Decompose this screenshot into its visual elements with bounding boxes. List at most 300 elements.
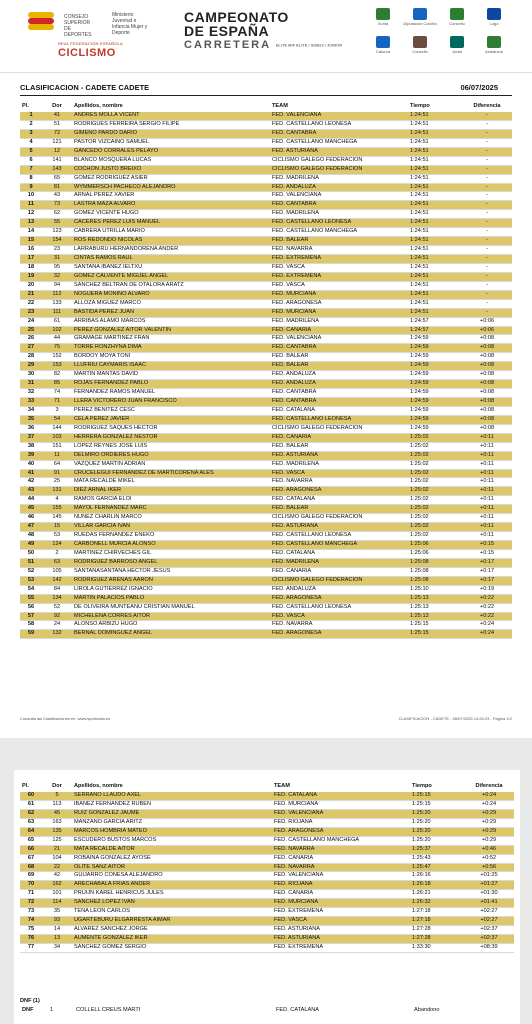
sponsor-logo <box>366 36 400 54</box>
cell-pl: 42 <box>20 478 42 487</box>
cell-diff: - <box>462 290 512 299</box>
cell-pl: 15 <box>20 237 42 246</box>
sponsor-label: Andalucía <box>485 49 503 54</box>
cell-team: FED. NAVARRA <box>272 845 410 854</box>
cell-name: LARRABURU HERNANDORENA ANDER <box>72 246 270 255</box>
cell-time: 1:26:32 <box>410 899 464 908</box>
cell-dor: 55 <box>42 219 72 228</box>
sponsor-label: Xunta <box>377 21 389 26</box>
cell-diff: - <box>462 237 512 246</box>
cell-diff: - <box>462 112 512 120</box>
cell-team: FED. BALEAR <box>270 237 408 246</box>
table-row <box>20 523 512 532</box>
cell-dor: 103 <box>42 433 72 442</box>
cell-dor: 14 <box>42 926 72 935</box>
table-row <box>20 246 512 255</box>
cell-dor: 162 <box>42 881 72 890</box>
cell-dor: 42 <box>42 872 72 881</box>
table-row <box>20 228 512 237</box>
table-row <box>20 594 512 603</box>
cell-pl: 74 <box>20 917 42 926</box>
cell-dor: 75 <box>42 344 72 353</box>
results-page-2 <box>14 770 520 1024</box>
sponsor-logo <box>477 8 511 26</box>
ministry-logo: Ministerio Juventud e Infancia Mujer y Deporte <box>112 12 148 36</box>
federation-name: REAL FEDERACIÓN ESPAÑOLA <box>58 41 123 46</box>
cell-name: MAYOL FERNANDEZ MARC <box>72 505 270 514</box>
cell-time: 1:25:20 <box>410 836 464 845</box>
table-row <box>20 478 512 487</box>
cell-team: FED. CASTELLANO LEONESA <box>270 120 408 129</box>
cell-time: 1:25:43 <box>410 854 464 863</box>
sponsor-label: Concello <box>412 49 428 54</box>
table-row <box>20 576 512 585</box>
cell-team: FED. CASTELLANO LEONESA <box>270 415 408 424</box>
cell-pl: 47 <box>20 523 42 532</box>
classification-title: CLASIFICACION - CADETE CADETE <box>20 83 150 92</box>
cell-diff: +0:08 <box>462 353 512 362</box>
cell-name: ROJAS FERNANDEZ PABLO <box>72 380 270 389</box>
cell-diff: +01:30 <box>464 890 514 899</box>
cell-team: FED. MADRILEÑA <box>270 317 408 326</box>
cell-team: FED. CANARIA <box>270 567 408 576</box>
table-row <box>20 335 512 344</box>
cell-time: 1:24:57 <box>408 317 462 326</box>
cell-team: FED. CANTABRA <box>270 344 408 353</box>
cell-pl: 66 <box>20 845 42 854</box>
cell-pl: 19 <box>20 272 42 281</box>
cell-diff: +0:08 <box>462 335 512 344</box>
cell-dor: 141 <box>42 156 72 165</box>
cell-diff: - <box>462 246 512 255</box>
cell-pl: 73 <box>20 908 42 917</box>
cell-team: FED. VALENCIANA <box>272 872 410 881</box>
cell-dor: 152 <box>42 353 72 362</box>
sponsor-mark-icon <box>413 36 427 48</box>
cell-name: RODRIGUEZ BARROSO ANGEL <box>72 558 270 567</box>
table-header <box>20 100 512 112</box>
cell-name: VAZQUEZ MARTIN ADRIAN <box>72 460 270 469</box>
cell-team: FED. CATALANA <box>270 496 408 505</box>
cell-dor: 24 <box>42 621 72 630</box>
table-row <box>20 442 512 451</box>
col-team: TEAM <box>272 103 288 109</box>
cell-name: OLITE SANZ AITOR <box>72 863 272 872</box>
cell-time: 1:24:51 <box>408 299 462 308</box>
cell-time: 1:24:59 <box>408 398 462 407</box>
cell-diff: - <box>462 281 512 290</box>
cell-name: ALVAREZ SANCHEZ JORGE <box>72 926 272 935</box>
cell-dor: 5 <box>42 792 72 800</box>
cell-diff: +0:15 <box>462 541 512 550</box>
cell-dor: 45 <box>42 809 72 818</box>
cell-name: DE OLIVEIRA MUNTEANU CRISTIAN MANUEL <box>72 603 270 612</box>
cell-name: BORDOY MOYA TONI <box>72 353 270 362</box>
cell-diff: - <box>462 219 512 228</box>
cell-diff: +0:46 <box>464 845 514 854</box>
cell-pl: 54 <box>20 585 42 594</box>
cell-team: FED. CANTABRA <box>270 398 408 407</box>
cell-team: FED. CASTELLANO LEONESA <box>270 219 408 228</box>
cell-team: FED. BALEAR <box>270 353 408 362</box>
table-row <box>20 192 512 201</box>
table-row <box>20 406 512 415</box>
table-row <box>20 505 512 514</box>
col-pl: Pl. <box>22 103 29 109</box>
dnf-dor: 1 <box>50 1007 54 1013</box>
cell-team: FED. ARAGONESA <box>270 299 408 308</box>
cell-team: FED. ASTURIANA <box>270 147 408 156</box>
col-time: Tiempo <box>412 783 432 789</box>
cell-pl: 23 <box>20 308 42 317</box>
cell-pl: 37 <box>20 433 42 442</box>
cell-team: FED. RIOJANA <box>272 818 410 827</box>
cell-pl: 2 <box>20 120 42 129</box>
cell-diff: +0:24 <box>462 630 512 639</box>
cell-team: FED. MURCIANA <box>270 290 408 299</box>
cell-pl: 51 <box>20 558 42 567</box>
table-header <box>20 780 514 792</box>
col-diff: Diferencia <box>473 103 501 109</box>
sponsor-label: Diputación Coruña <box>403 21 437 26</box>
sponsor-mark-icon <box>450 36 464 48</box>
cell-name: MARCOS HOMBRIA MATEO <box>72 827 272 836</box>
cell-team: FED. CANARIA <box>270 326 408 335</box>
cell-pl: 17 <box>20 255 42 264</box>
cell-team: FED. ANDALUZA <box>270 585 408 594</box>
classification-date: 06/07/2025 <box>460 83 498 92</box>
cell-time: 1:25:02 <box>408 532 462 541</box>
cell-pl: 13 <box>20 219 42 228</box>
cell-dor: 62 <box>42 210 72 219</box>
cell-team: FED. ASTURIANA <box>272 926 410 935</box>
cell-time: 1:24:51 <box>408 174 462 183</box>
cell-pl: 31 <box>20 380 42 389</box>
cell-time: 1:25:02 <box>408 487 462 496</box>
cell-diff: +0:11 <box>462 433 512 442</box>
cell-pl: 50 <box>20 549 42 558</box>
cell-name: GRAMAGE MARTINEZ FRAN <box>72 335 270 344</box>
cell-diff: +0:24 <box>462 621 512 630</box>
cell-time: 1:25:08 <box>408 576 462 585</box>
cell-team: FED. CATALANA <box>272 792 410 800</box>
cell-name: ROS REDONDO NICOLAS <box>72 237 270 246</box>
cell-pl: 39 <box>20 451 42 460</box>
cell-time: 1:25:20 <box>410 827 464 836</box>
cell-diff: +0:52 <box>464 854 514 863</box>
cell-team: FED. BALEAR <box>270 505 408 514</box>
table-row <box>20 344 512 353</box>
cell-time: 1:24:51 <box>408 147 462 156</box>
cell-name: LIROLA GUTIERREZ IGNACIO <box>72 585 270 594</box>
table-row <box>20 827 514 836</box>
cell-team: FED. MURCIANA <box>272 899 410 908</box>
cell-name: CARBONELL MURCIA ALONSO <box>72 541 270 550</box>
sponsor-logo <box>403 8 437 26</box>
cell-pl: 8 <box>20 174 42 183</box>
cell-diff: +0:24 <box>464 800 514 809</box>
table-row <box>20 156 512 165</box>
cell-time: 1:24:51 <box>408 228 462 237</box>
cell-pl: 14 <box>20 228 42 237</box>
sponsor-mark-icon <box>376 8 390 20</box>
cell-name: MANZANO GARCIA ARITZ <box>72 818 272 827</box>
cell-pl: 76 <box>20 935 42 944</box>
cell-dor: 101 <box>42 890 72 899</box>
cell-diff: +0:08 <box>462 362 512 371</box>
cell-team: FED. ARAGONESA <box>270 487 408 496</box>
cell-pl: 68 <box>20 863 42 872</box>
cell-team: FED. BALEAR <box>270 442 408 451</box>
cell-pl: 29 <box>20 362 42 371</box>
cell-dor: 13 <box>42 935 72 944</box>
cell-name: MATA RECALDE MIKEL <box>72 478 270 487</box>
cell-time: 1:24:59 <box>408 335 462 344</box>
cell-time: 1:24:59 <box>408 353 462 362</box>
sponsor-label: Caturna <box>375 49 391 54</box>
cell-name: RODRIGUEZ ARENAS AARON <box>72 576 270 585</box>
table-row <box>20 809 514 818</box>
table-row <box>20 147 512 156</box>
cell-pl: 59 <box>20 630 42 639</box>
cell-team: FED. VASCA <box>270 281 408 290</box>
cell-time: 1:24:59 <box>408 380 462 389</box>
cell-dor: 63 <box>42 558 72 567</box>
cell-team: FED. MADRILEÑA <box>270 174 408 183</box>
cell-time: 1:24:51 <box>408 237 462 246</box>
cell-team: CICLISMO GALEGO FEDERACION <box>270 514 408 523</box>
cell-team: FED. ANDALUZA <box>270 183 408 192</box>
cell-pl: 21 <box>20 290 42 299</box>
cell-name: WYMMERSCH PACHECO ALEJANDRO <box>72 183 270 192</box>
cell-pl: 52 <box>20 567 42 576</box>
cell-dor: 111 <box>42 308 72 317</box>
cell-name: DELMIRO ORDIERES HUGO <box>72 451 270 460</box>
cell-diff: +0:19 <box>462 585 512 594</box>
cell-diff: +0:08 <box>462 371 512 380</box>
cell-name: RODRIGUES FERREIRA SERGIO FILIPE <box>72 120 270 129</box>
cell-time: 1:26:16 <box>410 872 464 881</box>
cell-pl: 9 <box>20 183 42 192</box>
table-row <box>20 281 512 290</box>
cell-name: AUMENTE GONZALEZ IKER <box>72 935 272 944</box>
table-row <box>20 112 512 120</box>
cell-dor: 2 <box>42 549 72 558</box>
cell-pl: 34 <box>20 406 42 415</box>
cell-diff: +01:27 <box>464 881 514 890</box>
footer-link[interactable]: Consulta las Clasificaciones en: www.sportradio.es <box>20 716 111 721</box>
sponsor-mark-icon <box>450 8 464 20</box>
cell-dor: 155 <box>42 505 72 514</box>
cell-dor: 114 <box>42 899 72 908</box>
cell-dor: 44 <box>42 335 72 344</box>
cell-pl: 38 <box>20 442 42 451</box>
cell-name: MARTIN MANTAS DAVID <box>72 371 270 380</box>
cell-time: 1:24:51 <box>408 272 462 281</box>
cell-team: FED. CASTELLANO LEONESA <box>270 603 408 612</box>
table-row <box>20 165 512 174</box>
cell-time: 1:26:21 <box>410 890 464 899</box>
cell-name: BERNAL DOMINGUEZ ANGEL <box>72 630 270 639</box>
table-row <box>20 362 512 371</box>
cell-pl: 30 <box>20 371 42 380</box>
cell-name: BLANCO MOSQUERA LUCAS <box>72 156 270 165</box>
cell-diff: - <box>462 228 512 237</box>
cell-dor: 21 <box>42 845 72 854</box>
col-dor: Dor <box>52 103 62 109</box>
cell-pl: 56 <box>20 603 42 612</box>
cell-diff: +0:29 <box>464 827 514 836</box>
cell-dor: 53 <box>42 532 72 541</box>
cell-diff: +02:27 <box>464 917 514 926</box>
sponsor-label: Junta <box>452 49 462 54</box>
sponsor-logo <box>440 36 474 54</box>
cell-diff: +0:11 <box>462 460 512 469</box>
cell-time: 1:25:20 <box>410 818 464 827</box>
cell-dor: 31 <box>42 255 72 264</box>
table-row <box>20 451 512 460</box>
table-row <box>20 263 512 272</box>
table-row <box>20 845 514 854</box>
cell-time: 1:27:18 <box>410 908 464 917</box>
cell-diff: +02:37 <box>464 935 514 944</box>
cell-time: 1:24:51 <box>408 192 462 201</box>
cell-pl: 40 <box>20 460 42 469</box>
cell-pl: 27 <box>20 344 42 353</box>
col-time: Tiempo <box>410 103 430 109</box>
cell-team: FED. VASCA <box>272 917 410 926</box>
cell-name: MARTIN PALACIOS PABLO <box>72 594 270 603</box>
cell-team: FED. RIOJANA <box>272 881 410 890</box>
cell-dor: 112 <box>42 290 72 299</box>
cell-time: 1:25:02 <box>408 478 462 487</box>
cell-team: FED. CANARIA <box>272 854 410 863</box>
table-row <box>20 496 512 505</box>
cell-diff: - <box>462 147 512 156</box>
cell-name: FERNANDEZ RAMOS MANUEL <box>72 389 270 398</box>
championship-title <box>184 10 354 51</box>
cell-diff: +0:11 <box>462 505 512 514</box>
table-row <box>20 138 512 147</box>
table-row <box>20 890 514 899</box>
cell-pl: 18 <box>20 263 42 272</box>
cell-name: DIEZ ARNAL IKER <box>72 487 270 496</box>
table-row <box>20 558 512 567</box>
table-row <box>20 371 512 380</box>
cell-name: IBAÑEZ FERNANDEZ RUBEN <box>72 800 272 809</box>
cell-diff: - <box>462 165 512 174</box>
cell-diff: +08:39 <box>464 943 514 952</box>
cell-dor: 133 <box>42 299 72 308</box>
cell-dor: 22 <box>42 863 72 872</box>
cell-team: FED. CANARIA <box>270 433 408 442</box>
cell-team: FED. NAVARRA <box>270 478 408 487</box>
cell-dor: 154 <box>42 237 72 246</box>
dnf-name: COLLELL CREUS MARTI <box>76 1007 141 1013</box>
table-row <box>20 460 512 469</box>
cell-dor: 104 <box>42 854 72 863</box>
col-dor: Dor <box>52 783 62 789</box>
cell-team: FED. EXTREMEÑA <box>272 943 410 952</box>
cell-diff: - <box>462 138 512 147</box>
cell-name: SERRANO LLAUDO AXEL <box>72 792 272 800</box>
cell-team: FED. MADRILEÑA <box>270 558 408 567</box>
cell-dor: 84 <box>42 585 72 594</box>
cell-dor: 125 <box>42 836 72 845</box>
cell-name: CELA PEREZ JAVIER <box>72 415 270 424</box>
cell-team: FED. EXTREMEÑA <box>270 255 408 264</box>
table-row <box>20 603 512 612</box>
cell-dor: 145 <box>42 514 72 523</box>
cell-diff: +0:17 <box>462 558 512 567</box>
cell-diff: - <box>462 255 512 264</box>
cell-time: 1:24:59 <box>408 415 462 424</box>
cell-diff: +0:06 <box>462 326 512 335</box>
cell-diff: +0:17 <box>462 567 512 576</box>
table-row <box>20 872 514 881</box>
cell-name: SANTANASANTANA HECTOR JESUS <box>72 567 270 576</box>
dnf-status: Abandono <box>414 1007 440 1013</box>
cell-diff: +0:11 <box>462 451 512 460</box>
cell-name: GUIJARRO CONESA ALEJANDRO <box>72 872 272 881</box>
table-row <box>20 621 512 630</box>
sponsor-logo <box>366 8 400 26</box>
col-team: TEAM <box>274 783 290 789</box>
cell-pl: 57 <box>20 612 42 621</box>
cell-diff: +0:08 <box>462 398 512 407</box>
cell-dor: 94 <box>42 281 72 290</box>
cell-pl: 64 <box>20 827 42 836</box>
cell-diff: +0:17 <box>462 576 512 585</box>
cell-dor: 51 <box>42 120 72 129</box>
cell-time: 1:24:51 <box>408 129 462 138</box>
sponsor-logos <box>366 8 516 64</box>
table-row <box>20 398 512 407</box>
cell-name: PEREZ BENITEZ CESC <box>72 406 270 415</box>
cell-pl: 75 <box>20 926 42 935</box>
cell-time: 1:25:15 <box>408 630 462 639</box>
cell-time: 1:25:06 <box>408 549 462 558</box>
cell-team: FED. CANARIA <box>272 890 410 899</box>
cell-team: FED. MURCIANA <box>270 308 408 317</box>
cell-pl: 53 <box>20 576 42 585</box>
cell-diff: +0:22 <box>462 603 512 612</box>
cell-diff: +01:25 <box>464 872 514 881</box>
cell-time: 1:25:20 <box>410 809 464 818</box>
cell-diff: +01:41 <box>464 899 514 908</box>
cell-dor: 65 <box>42 174 72 183</box>
cell-dor: 74 <box>42 389 72 398</box>
cell-pl: 3 <box>20 129 42 138</box>
cell-dor: 153 <box>42 362 72 371</box>
cell-pl: 63 <box>20 818 42 827</box>
col-pl: Pl. <box>22 783 29 789</box>
cell-name: PEREZ GONZALEZ AITOR VALENTIN <box>72 326 270 335</box>
cell-time: 1:24:59 <box>408 389 462 398</box>
cell-time: 1:25:02 <box>408 433 462 442</box>
dnf-heading: DNF (1) <box>20 998 40 1004</box>
cell-name: SANTANA IBAÑEZ IELTXU <box>72 263 270 272</box>
cell-team: FED. MADRILEÑA <box>270 210 408 219</box>
cell-name: RAMOS GARCIA ELOI <box>72 496 270 505</box>
cell-name: ARNAL PEREZ XAVIER <box>72 192 270 201</box>
cell-team: FED. EXTREMEÑA <box>272 908 410 917</box>
table-row <box>20 290 512 299</box>
cell-time: 1:25:15 <box>410 792 464 800</box>
cell-dor: 131 <box>42 487 72 496</box>
cell-pl: 25 <box>20 326 42 335</box>
table-row <box>20 532 512 541</box>
